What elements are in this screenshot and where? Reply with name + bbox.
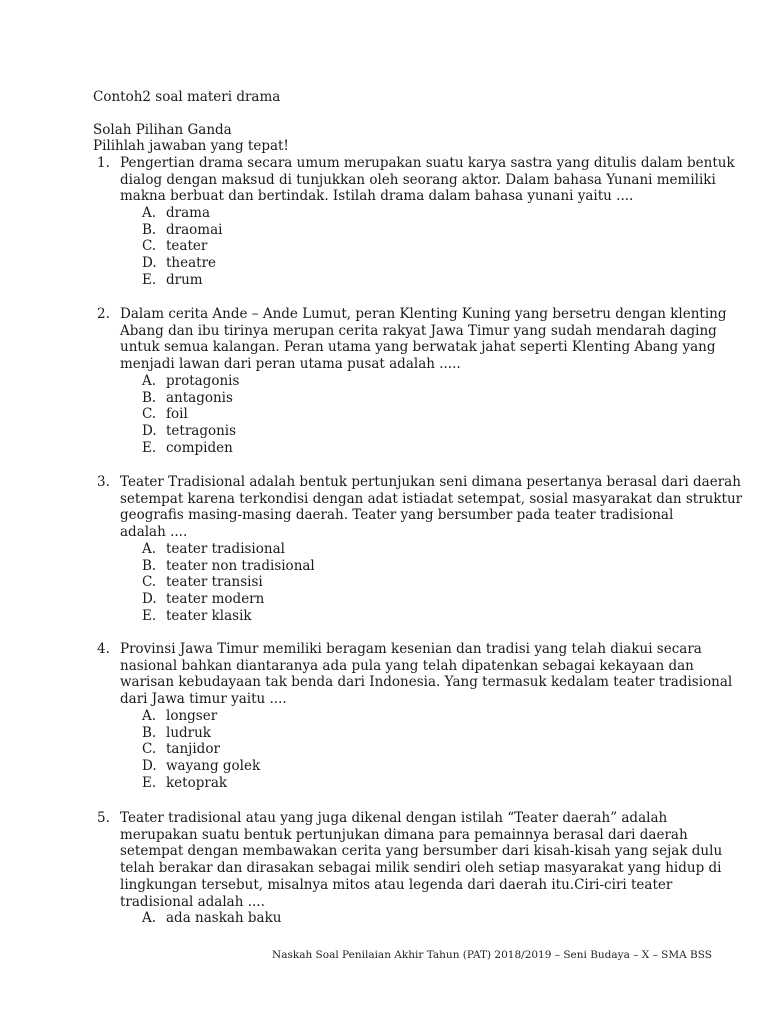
question-number: 1. bbox=[97, 155, 110, 171]
instruction-text: Pilihlah jawaban yang tepat! bbox=[93, 138, 289, 154]
section-title: Solah Pilihan Ganda bbox=[93, 122, 232, 138]
question-number: 3. bbox=[97, 474, 110, 490]
question-text bbox=[120, 641, 733, 791]
answer-option bbox=[142, 741, 693, 758]
option-text: teater klasik bbox=[166, 607, 252, 624]
option-text: wayang golek bbox=[166, 757, 261, 774]
answer-option bbox=[142, 406, 693, 423]
option-letter: E. bbox=[142, 271, 157, 288]
option-text: teater bbox=[166, 238, 208, 255]
option-letter: A. bbox=[142, 910, 157, 927]
answer-option bbox=[142, 238, 693, 255]
answer-options bbox=[142, 910, 693, 927]
option-letter: D. bbox=[142, 422, 157, 439]
option-letter: A. bbox=[142, 205, 157, 222]
question-text-line: geografis masing-masing daerah. Teater yang bersumber pada teater tradisional bbox=[120, 507, 674, 524]
option-letter: E. bbox=[142, 774, 157, 791]
answer-option bbox=[142, 725, 693, 742]
question-text bbox=[120, 474, 743, 624]
question-text-line: Dalam cerita Ande – Ande Lumut, peran Klenting Kuning yang bersetru dengan klenting bbox=[120, 306, 727, 322]
question-number: 5. bbox=[97, 810, 110, 826]
answer-option bbox=[142, 758, 693, 775]
question-text bbox=[120, 306, 727, 456]
option-text: compiden bbox=[166, 439, 233, 456]
option-text: ada naskah baku bbox=[166, 910, 282, 927]
option-text: theatre bbox=[166, 255, 217, 272]
question-text-line: makna berbuat dan bertindak. Istilah drama dalam bahasa yunani yaitu .... bbox=[120, 188, 634, 205]
option-text: draomai bbox=[166, 221, 223, 238]
option-letter: C. bbox=[142, 406, 157, 423]
question-number: 2. bbox=[97, 306, 110, 322]
option-letter: C. bbox=[142, 238, 157, 255]
option-letter: E. bbox=[142, 439, 157, 456]
question-text-line: Teater Tradisional adalah bentuk pertunjukan seni dimana pesertanya berasal dari daerah bbox=[120, 474, 741, 490]
answer-option bbox=[142, 558, 693, 575]
question-text-line: telah berakar dan dirasakan sebagai milik sendiri oleh setiap masyarakat yang hidup di bbox=[120, 860, 722, 877]
question-item bbox=[93, 155, 735, 289]
answer-option bbox=[142, 440, 693, 457]
option-text: longser bbox=[166, 707, 218, 724]
question-text-line: Provinsi Jawa Timur memiliki beragam kesenian dan tradisi yang telah diakui secara bbox=[120, 641, 702, 657]
option-letter: C. bbox=[142, 741, 157, 758]
option-letter: A. bbox=[142, 540, 157, 557]
document-title: Contoh2 soal materi drama bbox=[93, 89, 281, 105]
answer-option bbox=[142, 910, 693, 927]
option-text: tetragonis bbox=[166, 422, 237, 439]
question-text-line: tradisional adalah .... bbox=[120, 893, 265, 910]
option-letter: D. bbox=[142, 757, 157, 774]
question-item bbox=[93, 474, 743, 624]
question-text bbox=[120, 810, 723, 927]
option-text: ketoprak bbox=[166, 774, 228, 791]
option-letter: B. bbox=[142, 221, 157, 238]
answer-option bbox=[142, 541, 693, 558]
question-text-line: Abang dan ibu tirinya merupan cerita rakyat Jawa Timur yang sudah mendarah daging bbox=[120, 322, 717, 339]
question-text-line: adalah .... bbox=[120, 524, 188, 541]
answer-option bbox=[142, 591, 693, 608]
option-text: teater non tradisional bbox=[166, 557, 315, 574]
question-item bbox=[93, 810, 723, 927]
question-text-line: Teater tradisional atau yang juga dikenal dengan istilah “Teater daerah” adalah bbox=[120, 810, 668, 826]
question-item bbox=[93, 641, 733, 791]
question-text-line: merupakan suatu bentuk pertunjukan dimana para pemainnya berasal dari daerah bbox=[120, 826, 688, 843]
option-text: drum bbox=[166, 271, 203, 288]
answer-options bbox=[142, 708, 693, 791]
answer-option bbox=[142, 255, 693, 272]
option-text: antagonis bbox=[166, 389, 233, 406]
answer-options bbox=[142, 373, 693, 456]
question-text-line: Pengertian drama secara umum merupakan suatu karya sastra yang ditulis dalam bentuk bbox=[120, 155, 735, 171]
option-letter: B. bbox=[142, 557, 157, 574]
answer-option bbox=[142, 373, 693, 390]
answer-option bbox=[142, 390, 693, 407]
question-text-line: setempat karena terkondisi dengan adat istiadat setempat, sosial masyarakat dan struktur bbox=[120, 490, 743, 507]
question-text-line: warisan kebudayaan tak benda dari Indonesia. Yang termasuk kedalam teater tradisional bbox=[120, 674, 733, 691]
option-letter: D. bbox=[142, 590, 157, 607]
answer-option bbox=[142, 423, 693, 440]
answer-option bbox=[142, 222, 693, 239]
option-letter: A. bbox=[142, 372, 157, 389]
option-text: protagonis bbox=[166, 372, 240, 389]
option-text: teater transisi bbox=[166, 574, 263, 591]
question-text-line: dari Jawa timur yaitu .... bbox=[120, 691, 287, 708]
question-text-line: dialog dengan maksud di tunjukkan oleh seorang aktor. Dalam bahasa Yunani memiliki bbox=[120, 171, 716, 188]
question-text-line: nasional bahkan diantaranya ada pula yang telah dipatenkan sebagai kekayaan dan bbox=[120, 657, 694, 674]
answer-option bbox=[142, 272, 693, 289]
option-letter: E. bbox=[142, 607, 157, 624]
option-letter: B. bbox=[142, 724, 157, 741]
question-text-line: lingkungan tersebut, misalnya mitos atau legenda dari daerah itu.Ciri-ciri teater bbox=[120, 876, 673, 893]
answer-option bbox=[142, 574, 693, 591]
option-text: tanjidor bbox=[166, 741, 220, 758]
question-text-line: untuk semua kalangan. Peran utama yang berwatak jahat seperti Klenting Abang yang bbox=[120, 339, 716, 356]
question-text-line: setempat dengan membawakan cerita yang bersumber dari kisah-kisah yang sejak dulu bbox=[120, 843, 723, 860]
question-text-line: menjadi lawan dari peran utama pusat adalah ..... bbox=[120, 356, 461, 373]
answer-options bbox=[142, 541, 693, 624]
question-text bbox=[120, 155, 735, 289]
option-letter: D. bbox=[142, 255, 157, 272]
question-item bbox=[93, 306, 727, 456]
answer-options bbox=[142, 205, 693, 288]
answer-option bbox=[142, 775, 693, 792]
option-text: teater modern bbox=[166, 590, 265, 607]
option-text: foil bbox=[166, 406, 188, 423]
option-text: drama bbox=[166, 205, 210, 222]
answer-option bbox=[142, 708, 693, 725]
option-text: teater tradisional bbox=[166, 540, 285, 557]
page-footer: Naskah Soal Penilaian Akhir Tahun (PAT) 2018/2019 – Seni Budaya – X – SMA BSS bbox=[272, 949, 712, 961]
question-number: 4. bbox=[97, 641, 110, 657]
option-text: ludruk bbox=[166, 724, 211, 741]
answer-option bbox=[142, 205, 693, 222]
option-letter: B. bbox=[142, 389, 157, 406]
option-letter: A. bbox=[142, 707, 157, 724]
option-letter: C. bbox=[142, 574, 157, 591]
answer-option bbox=[142, 608, 693, 625]
